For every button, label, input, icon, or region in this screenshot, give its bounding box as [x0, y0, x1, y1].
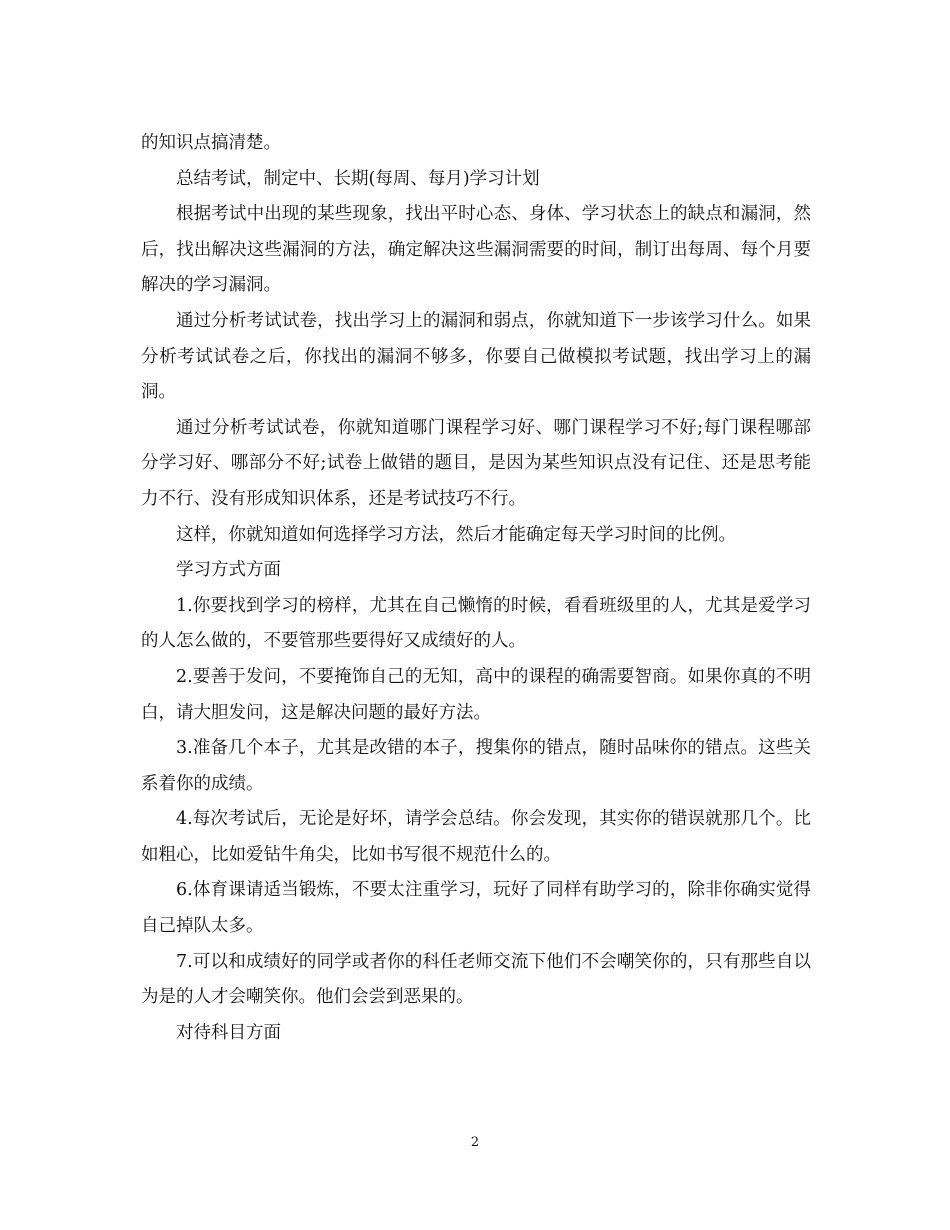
paragraph: 通过分析考试试卷，找出学习上的漏洞和弱点，你就知道下一步该学习什么。如果分析考试试卷之后，你找出的漏洞不够多，你要自己做模拟考试题，找出学习上的漏洞。 [141, 310, 811, 403]
list-item: 4.每次考试后，无论是好坏，请学会总结。你会发现，其实你的错误就那几个。比如粗心，比如爱钻牛角尖，比如书写很不规范什么的。 [141, 809, 811, 865]
paragraph-continuation: 的知识点搞清楚。 [141, 133, 281, 153]
section-heading-study-methods: 学习方式方面 [176, 560, 281, 581]
document-body [141, 126, 811, 1051]
list-item: 2.要善于发问，不要掩饰自己的无知，高中的课程的确需要智商。如果你真的不明白，请大胆发问，这是解决问题的最好方法。 [141, 666, 811, 723]
paragraph: 这样，你就知道如何选择学习方法，然后才能确定每天学习时间的比例。 [176, 524, 736, 545]
paragraph: 通过分析考试试卷，你就知道哪门课程学习好、哪门课程学习不好;每门课程哪部分学习好、哪部分不好;试卷上做错的题目，是因为某些知识点没有记住、还是思考能力不行、没有形成知识体系，还是考试技巧不行。 [141, 417, 811, 509]
paragraph: 根据考试中出现的某些现象，找出平时心态、身体、学习状态上的缺点和漏洞，然后，找出解决这些漏洞的方法，确定解决这些漏洞需要的时间，制订出每周、每个月要解决的学习漏洞。 [141, 204, 811, 296]
list-item: 1.你要找到学习的榜样，尤其在自己懒惰的时候，看看班级里的人，尤其是爱学习的人怎么做的，不要管那些要得好又成绩好的人。 [141, 595, 811, 652]
section-heading-subjects: 对待科目方面 [176, 1022, 281, 1043]
page-number: 2 [470, 1135, 480, 1150]
list-item: 3.准备几个本子，尤其是改错的本子，搜集你的错点，随时品味你的错点。这些关系着你的成绩。 [141, 738, 811, 794]
section-heading-exam-summary: 总结考试，制定中、长期(每周、每月)学习计划 [176, 168, 540, 189]
list-item: 6.体育课请适当锻炼，不要太注重学习，玩好了同样有助学习的，除非你确实觉得自己掉队太多。 [141, 880, 811, 937]
list-item: 7.可以和成绩好的同学或者你的科任老师交流下他们不会嘲笑你的，只有那些自以为是的人才会嘲笑你。他们会尝到恶果的。 [141, 951, 811, 1008]
